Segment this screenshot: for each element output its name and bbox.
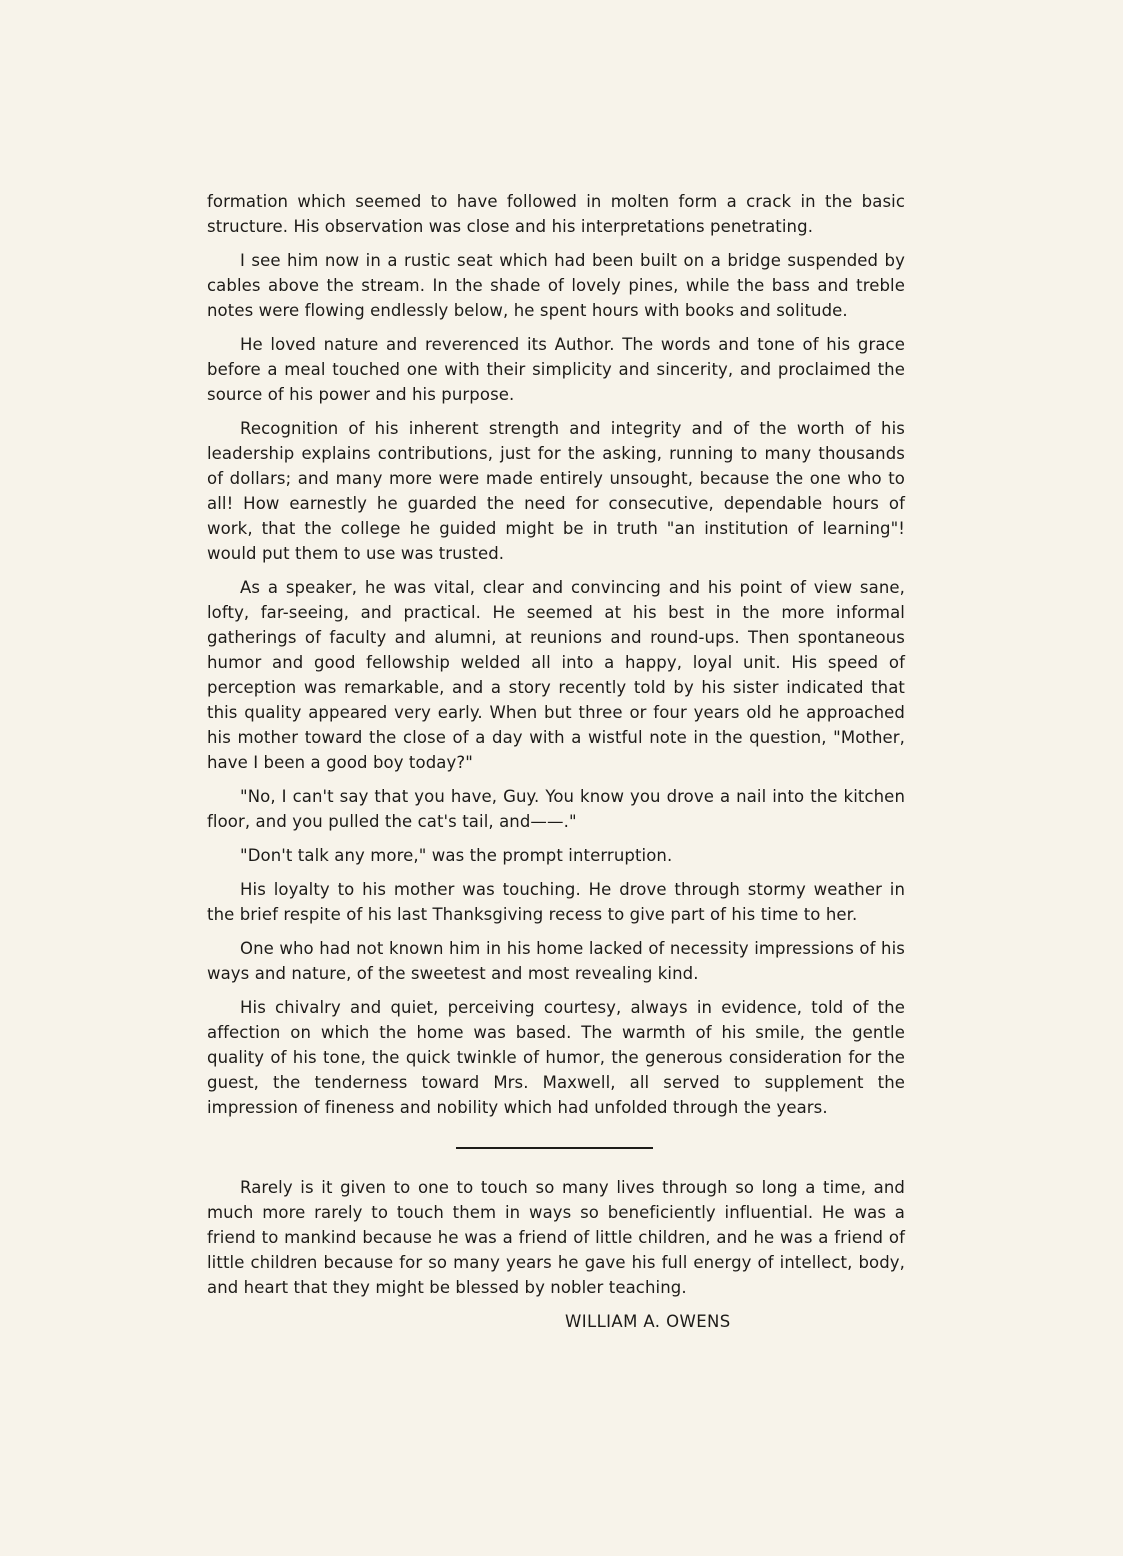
author-signature: WILLIAM A. OWENS	[565, 1312, 731, 1331]
paragraph-4: Recognition of his inherent strength and integrity and of the worth of his leadership explains contributions, just for the asking, running to many thousands of dollars; and many more were made entirely unsought, because the one who to all! How earnestly he guarded the need for consecutive, dependable hours of work, that the college he guided might be in truth "an institution of learning"! would put them to use was trusted.	[207, 419, 905, 563]
paragraph-8: His loyalty to his mother was touching. He drove through stormy weather in the brief respite of his last Thanksgiving recess to give part of his time to her.	[207, 880, 905, 924]
paragraph-10: His chivalry and quiet, perceiving courtesy, always in evidence, told of the affection on which the home was based. The warmth of his smile, the gentle quality of his tone, the quick twinkle of humor, the generous consideration for the guest, the tenderness toward Mrs. Maxwell, all served to supplement the impression of fineness and nobility which had unfolded through the years.	[207, 998, 905, 1117]
paragraph-6: "No, I can't say that you have, Guy. You know you drove a nail into the kitchen floor, and you pulled the cat's tail, and——."	[207, 787, 905, 831]
section-divider	[456, 1147, 653, 1149]
paragraph-1: formation which seemed to have followed in molten form a crack in the basic structure. His observation was close and his interpretations penetrating.	[207, 192, 905, 236]
paragraph-3: He loved nature and reverenced its Author. The words and tone of his grace before a meal touched one with their simplicity and sincerity, and proclaimed the source of his power and his purpose.	[207, 335, 905, 404]
paragraph-7: "Don't talk any more," was the prompt interruption.	[240, 846, 673, 865]
paragraph-2: I see him now in a rustic seat which had been built on a bridge suspended by cables above the stream. In the shade of lovely pines, while the bass and treble notes were flowing endlessly below, he spent hours with books and solitude.	[207, 251, 905, 320]
paragraph-5: As a speaker, he was vital, clear and convincing and his point of view sane, lofty, far-seeing, and practical. He seemed at his best in the more informal gatherings of faculty and alumni, at reunions and round-ups. Then spontaneous humor and good fellowship welded all into a happy, loyal unit. His speed of perception was remarkable, and a story recently told by his sister indicated that this quality appeared very early. When but three or four years old he approached his mother toward the close of a day with a wistful note in the question, "Mother, have I been a good boy today?"	[207, 578, 905, 772]
body-text	[207, 189, 905, 1334]
paragraph-9: One who had not known him in his home lacked of necessity impressions of his ways and nature, of the sweetest and most revealing kind.	[207, 939, 905, 983]
closing-paragraph: Rarely is it given to one to touch so many lives through so long a time, and much more rarely to touch them in ways so beneficiently influential. He was a friend to mankind because he was a friend of little children, and he was a friend of little children because for so many years he gave his full energy of intellect, body, and heart that they might be blessed by nobler teaching.	[207, 1178, 905, 1297]
section-divider-wrap	[207, 1129, 905, 1175]
